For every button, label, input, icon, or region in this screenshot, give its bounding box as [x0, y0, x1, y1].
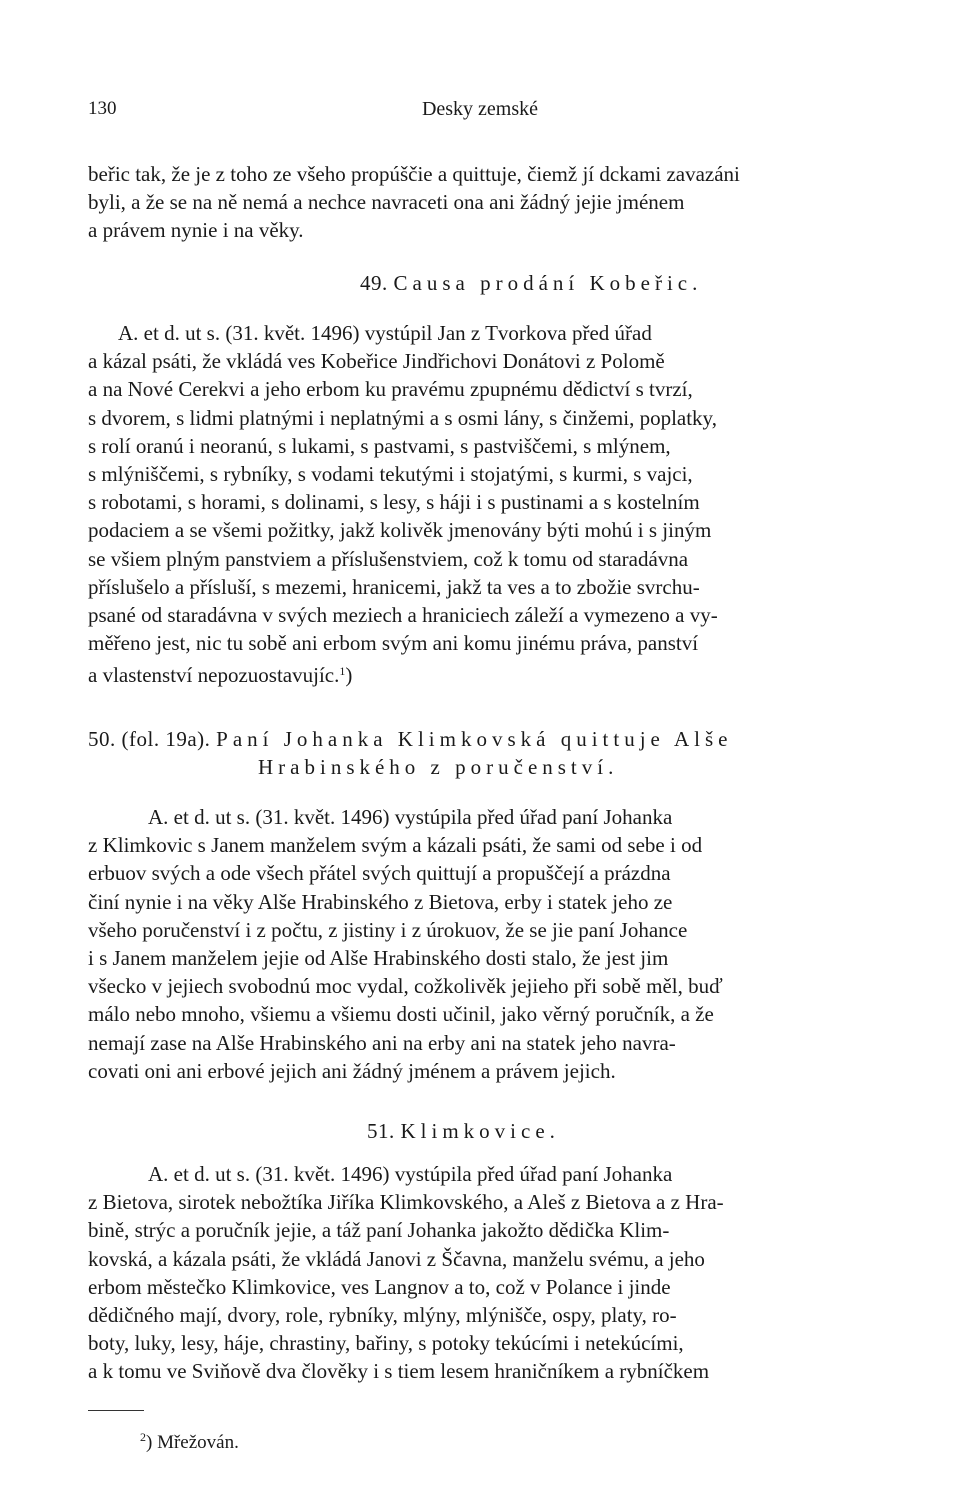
text-line: příslušelo a přísluší, s mezemi, hranicemi, jakž ta ves a to zbožie svrchu-: [88, 574, 700, 599]
text-line: všecko v jejiech svobodnú moc vydal, cožkolivěk jejieho při sobě měl, buď: [88, 974, 723, 999]
text-line: nemají zase na Alše Hrabinského ani na erby ani na statek jeho navra-: [88, 1030, 676, 1055]
footnote-text: ) Mřežován.: [146, 1432, 239, 1453]
section-number: 49.: [360, 271, 388, 295]
paragraph-51: [88, 1160, 878, 1386]
text-line: covati oni ani erbové jejich ani žádný jménem a právem jejich.: [88, 1058, 616, 1083]
text-line: s rolí oranú i neoranú, s lukami, s pastvami, s pastviščemi, s mlýnem,: [88, 433, 671, 458]
text-line: a kázal psáti, že vkládá ves Kobeřice Jindřichovi Donátovi z Polomě: [88, 349, 665, 374]
section-title: Causa prodání Kobeřic.: [393, 271, 703, 295]
text-line: byli, a že se na ně nemá a nechce navraceti ona ani žádný jejie jménem: [88, 190, 685, 215]
text-line: činí nynie i na věky Alše Hrabinského z Bietova, erby i statek jeho ze: [88, 889, 673, 914]
text-line: z Klimkovic s Janem manželem svým a kázali psáti, že sami od sebe i od: [88, 833, 703, 858]
running-title: Desky zemské: [421, 98, 539, 120]
paragraph-continuation: [88, 160, 878, 245]
text-line: měřeno jest, nic tu sobě ani erbom svým ani komu jinému práva, panství: [88, 631, 699, 656]
section-heading-49: [360, 271, 702, 296]
text-line: málo nebo mnoho, všiemu a všiemu dosti učinil, jako věrný poručník, a že: [88, 1002, 714, 1027]
text-line: všeho poručenství i z počtu, z jistiny i z úrokuov, že se jie paní Johance: [88, 917, 688, 942]
section-heading-50-line2: Hrabinského z poručenství.: [258, 755, 619, 779]
footnote-divider: [88, 1410, 144, 1411]
text-line: erbom městečko Klimkovice, ves Langnov a to, což v Polance i jinde: [88, 1274, 671, 1299]
text-line: bině, strýc a poručník jejie, a táž paní Johanka jakožto dědička Klim-: [88, 1218, 670, 1243]
section-title: Klimkovice.: [400, 1119, 560, 1143]
text-line: psané od staradávna v svých meziech a hraniciech záleží a vymezeno a vy-: [88, 603, 718, 628]
text-line: z Bietova, sirotek nebožtíka Jiříka Klimkovského, a Aleš z Bietova a z Hra-: [88, 1190, 724, 1215]
text-line: s dvorem, s lidmi platnými i neplatnými a s osmi lány, s činžemi, poplatky,: [88, 405, 717, 430]
paragraph-49: [88, 319, 878, 690]
footnote-ref: 1: [339, 664, 346, 679]
text-line: dědičného mají, dvory, role, rybníky, mlýny, mlýnišče, ospy, platy, ro-: [88, 1303, 677, 1328]
text-line: i s Janem manželem jejie od Alše Hrabinského dosti stalo, že jest jim: [88, 946, 669, 971]
text-line: boty, luky, lesy, háje, chrastiny, bařiny, s potoky tekúcími i netekúcími,: [88, 1331, 684, 1356]
text-line: s mlýniščemi, s rybníky, s vodami tekutými i stojatými, s kurmi, s vajci,: [88, 462, 693, 487]
text-line: podaciem a se všemi požitky, jakž kolivěk jmenovány býti mohú i s jiným: [88, 518, 712, 543]
text-line: erbuov svých a ode všech přátel svých quittují a propuščejí a prázdna: [88, 861, 671, 886]
folio-reference: (fol. 19a).: [121, 727, 211, 751]
text-line: A. et d. ut s. (31. květ. 1496) vystúpila před úřad paní Johanka: [148, 1162, 673, 1186]
section-number: 51.: [367, 1119, 395, 1143]
text-line: A. et d. ut s. (31. květ. 1496) vystúpila před úřad paní Johanka: [148, 805, 673, 829]
text-line: a vlastenství nepozuostavujíc.$^1$): [88, 663, 353, 688]
text-line-content: a vlastenství nepozuostavujíc.: [88, 663, 340, 688]
section-heading-51: [367, 1119, 560, 1144]
footnote: [140, 1430, 239, 1454]
text-line: a na Nové Cerekvi a jeho erbom ku pravému zpupnému dědictví s tvrzí,: [88, 377, 693, 402]
text-line: kovská, a kázala psáti, že vkládá Janovi z Ščavna, manželu svému, a jeho: [88, 1246, 705, 1271]
text-line: s robotami, s horami, s dolinami, s lesy, s háji i s pustinami a s kostelním: [88, 490, 700, 515]
text-line: a k tomu ve Sviňově dva člověky i s tiem lesem hraničníkem a rybníčkem: [88, 1359, 710, 1384]
text-line: A. et d. ut s. (31. květ. 1496) vystúpil Jan z Tvorkova před úřad: [118, 321, 652, 345]
text-line: se všiem plným panstviem a příslušenstviem, což k tomu od staradávna: [88, 546, 689, 571]
footnote-mark: 2: [140, 1430, 146, 1444]
section-title: Paní Johanka Klimkovská quittuje Alše: [216, 727, 733, 751]
section-heading-50: [88, 727, 732, 752]
page-number: 130: [88, 98, 117, 119]
section-number: 50.: [88, 727, 116, 751]
paragraph-50: [88, 803, 878, 1085]
text-line: a právem nynie i na věky.: [88, 218, 304, 243]
text-line: beřic tak, že je z toho ze všeho propúščie a quittuje, čiemž jí dckami zavazáni: [88, 162, 740, 186]
